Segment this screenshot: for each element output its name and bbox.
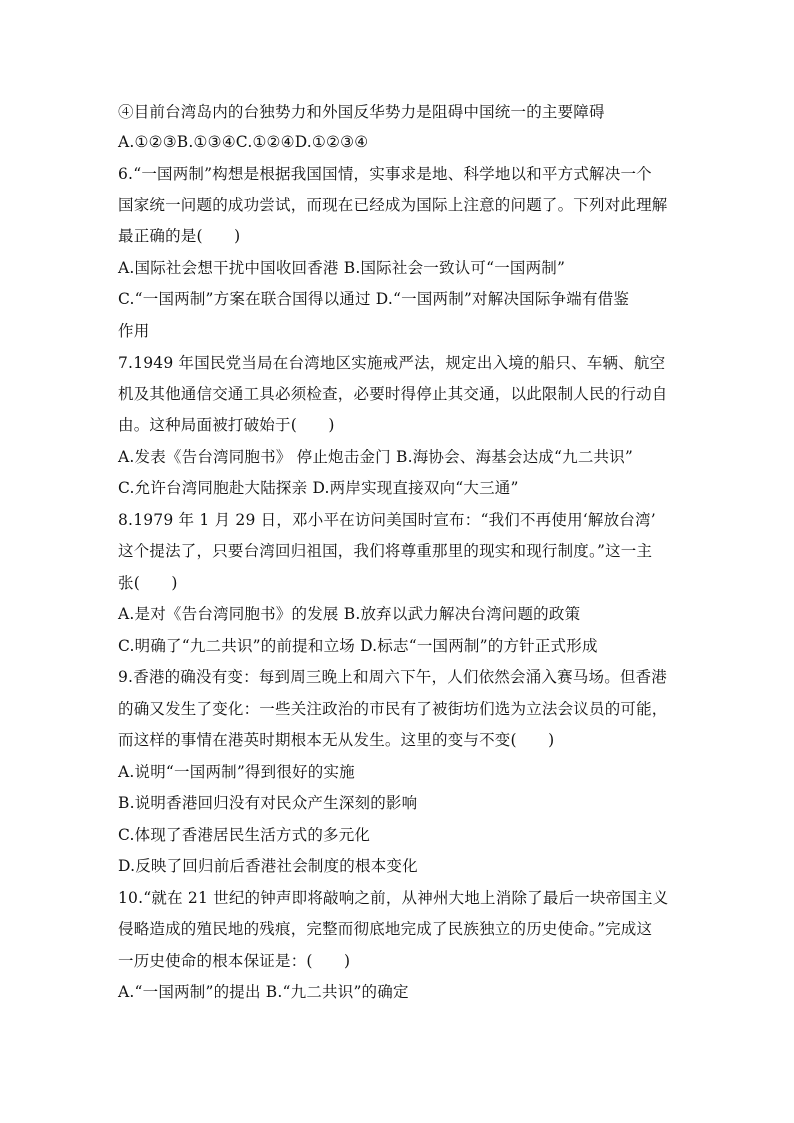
text-line: 而这样的事情在港英时期根本无从发生。这里的变与不变( ) bbox=[118, 731, 555, 749]
question-10-line: 10.“就在 21 世纪的钟声即将敲响之前，从神州大地上消除了最后一块帝国主义 bbox=[118, 889, 669, 907]
option-line: C.明确了“九二共识”的前提和立场 D.标志“一国两制”的方针正式形成 bbox=[118, 637, 598, 655]
question-9-line: 9.香港的确没有变：每到周三晚上和周六下午，人们依然会涌入赛马场。但香港 bbox=[118, 668, 667, 686]
option-line: A.发表《告台湾同胞书》 停止炮击金门 B.海协会、海基会达成“九二共识” bbox=[118, 448, 634, 466]
question-6-line: 6.“一国两制”构想是根据我国国情，实事求是地、科学地以和平方式解决一个 bbox=[118, 165, 652, 183]
text-line: 一历史使命的根本保证是：( ) bbox=[118, 952, 351, 970]
text-line: 由。这种局面被打破始于( ) bbox=[118, 416, 335, 434]
option-line: C.“一国两制”方案在联合国得以通过 D.“一国两制”对解决国际争端有借鉴 bbox=[118, 290, 630, 308]
option-line: B.说明香港回归没有对民众产生深刻的影响 bbox=[118, 794, 418, 812]
text-line: 最正确的是( ) bbox=[118, 227, 241, 245]
text-line: 作用 bbox=[118, 322, 150, 340]
option-line: C.允许台湾同胞赴大陆探亲 D.两岸实现直接双向“大三通” bbox=[118, 479, 519, 497]
question-8-line: 8.1979 年 1 月 29 日，邓小平在访问美国时宣布：“我们不再使用‘解放台湾’ bbox=[118, 511, 656, 529]
option-line: A.是对《告台湾同胞书》的发展 B.放弃以武力解决台湾问题的政策 bbox=[118, 605, 581, 623]
text-line: 国家统一问题的成功尝试，而现在已经成为国际上注意的问题了。下列对此理解 bbox=[118, 196, 668, 214]
text-line: 的确又发生了变化：一些关注政治的市民有了被街坊们选为立法会议员的可能， bbox=[118, 700, 668, 718]
text-line: 这个提法了，只要台湾回归祖国，我们将尊重那里的现实和现行制度。”这一主 bbox=[118, 542, 653, 560]
option-line: D.反映了回归前后香港社会制度的根本变化 bbox=[118, 857, 418, 875]
option-line: C.体现了香港居民生活方式的多元化 bbox=[118, 826, 371, 844]
text-line: 张( ) bbox=[118, 574, 178, 592]
question-7-line: 7.1949 年国民党当局在台湾地区实施戒严法，规定出入境的船只、车辆、航空 bbox=[118, 354, 666, 372]
text-line: A.①②③B.①③④C.①②④D.①②③④ bbox=[118, 133, 369, 151]
text-line: 侵略造成的殖民地的残痕，完整而彻底地完成了民族独立的历史使命。”完成这 bbox=[118, 920, 653, 938]
option-line: A.“一国两制”的提出 B.“九二共识”的确定 bbox=[118, 983, 409, 1001]
option-line: A.说明“一国两制”得到很好的实施 bbox=[118, 763, 355, 781]
text-line: 机及其他通信交通工具必须检查，必要时得停止其交通，以此限制人民的行动自 bbox=[118, 385, 668, 403]
option-line: A.国际社会想干扰中国收回香港 B.国际社会一致认可“一国两制” bbox=[118, 259, 566, 277]
text-line: ④目前台湾岛内的台独势力和外国反华势力是阻碍中国统一的主要障碍 bbox=[118, 103, 605, 121]
